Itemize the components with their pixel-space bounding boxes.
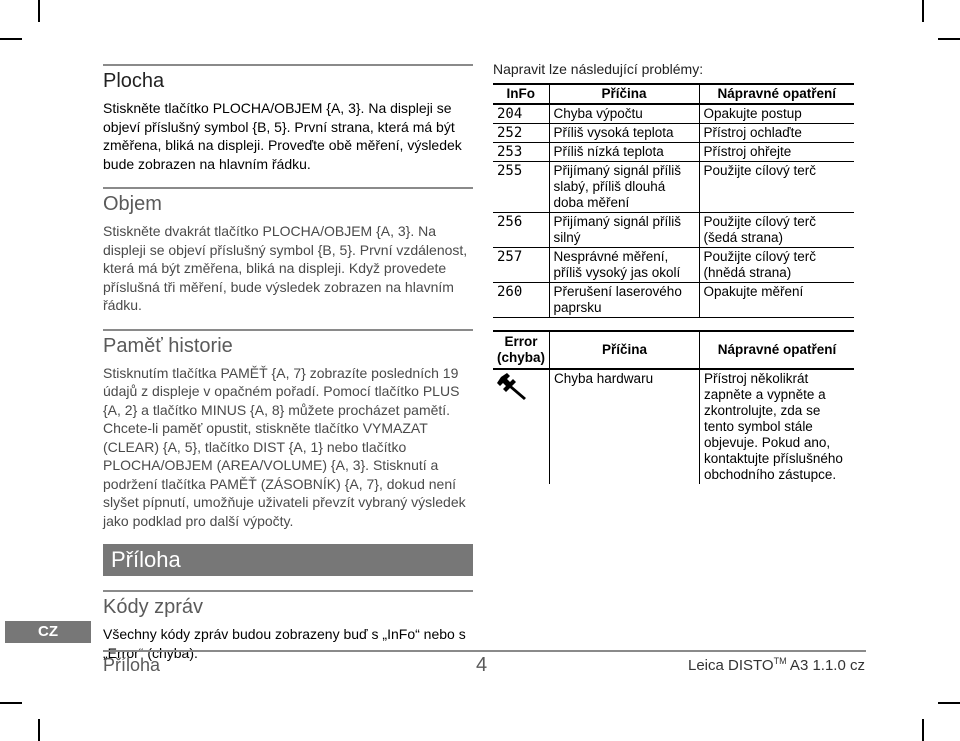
header-error: Error (chyba) <box>493 331 550 369</box>
table-row <box>493 162 854 213</box>
wrench-icon <box>497 371 531 401</box>
table-row <box>493 124 854 143</box>
info-cause: Chyba výpočtu <box>549 104 699 124</box>
objem-text: Stiskněte dvakrát tlačítko PLOCHA/OBJEM {A, 3}. Na displeji se objeví příslušný symbol {B, 5}. První vzdálenost, která má být změřena, bliká na displeji. Když provedete příslušná tři měření, bude výsledek zobrazen na hlavním řádku. <box>103 223 468 313</box>
info-remedy: Přístroj ochlaďte <box>699 124 854 143</box>
info-remedy: Přístroj ohřejte <box>699 143 854 162</box>
crop-mark <box>922 0 924 22</box>
section-divider <box>103 590 473 592</box>
section-title-pamet: Paměť historie <box>103 334 233 357</box>
table-row <box>493 213 854 248</box>
crop-mark <box>922 719 924 741</box>
plocha-text: Stiskněte tlačítko PLOCHA/OBJEM {A, 3}. Na displeji se objeví příslušný symbol {B, 5}. První strana, která má být změřena, bliká na displeji. Proveďte obě měření, výsledek bude zobrazen na hlavním řádku. <box>103 100 462 172</box>
crop-mark <box>0 702 22 704</box>
section-title-objem: Objem <box>103 193 162 215</box>
error-cause: Chyba hardwaru <box>550 369 700 484</box>
info-code: 255 <box>493 162 549 213</box>
right-column <box>493 61 853 484</box>
table-row <box>493 283 854 318</box>
section-divider <box>103 187 473 189</box>
section-divider <box>103 329 473 331</box>
kody-text: Všechny kódy zpráv budou zobrazeny buď s „InFo“ nebo s „Error“ (chyba). <box>103 626 466 661</box>
header-remedy: Nápravné opatření <box>700 331 854 369</box>
error-code-table <box>493 330 854 484</box>
section-title-kody: Kódy zpráv <box>103 596 204 618</box>
header-info: InFo <box>493 84 549 104</box>
section-title-plocha: Plocha <box>103 70 165 92</box>
error-remedy: Přístroj několikrát zapněte a vypněte a zkontrolujte, zda se tento symbol stále objevuje. Pokud ano, kontaktujte příslušného obchodního zástupce. <box>700 369 854 484</box>
crop-mark <box>938 702 960 704</box>
table-row <box>493 369 854 484</box>
crop-mark <box>38 0 40 22</box>
table-row <box>493 143 854 162</box>
table-row <box>493 248 854 283</box>
header-remedy: Nápravné opatření <box>699 84 854 104</box>
info-code: 257 <box>493 248 549 283</box>
info-code: 252 <box>493 124 549 143</box>
info-code: 260 <box>493 283 549 318</box>
info-cause: Příliš vysoká teplota <box>549 124 699 143</box>
info-cause: Příliš nízká teplota <box>549 143 699 162</box>
info-remedy: Použijte cílový terč <box>699 162 854 213</box>
info-remedy: Opakujte měření <box>699 283 854 318</box>
crop-mark <box>0 38 22 40</box>
info-remedy: Použijte cílový terč (šedá strana) <box>699 213 854 248</box>
info-cause: Přerušení laserového paprsku <box>549 283 699 318</box>
crop-mark <box>938 38 960 40</box>
header-cause: Příčina <box>549 84 699 104</box>
info-cause: Přijímaný signál příliš slabý, příliš dlouhá doba měření <box>549 162 699 213</box>
language-badge: CZ <box>5 621 91 643</box>
info-remedy: Opakujte postup <box>699 104 854 124</box>
page-number: 4 <box>476 654 488 676</box>
section-divider <box>103 64 473 66</box>
info-cause: Přijímaný signál příliš silný <box>549 213 699 248</box>
left-column <box>103 64 473 676</box>
header-cause: Příčina <box>550 331 700 369</box>
footer-divider <box>103 650 866 652</box>
pamet-text-1: Stisknutím tlačítka PAMĚŤ {A, 7} zobrazíte posledních 19 údajů z displeje v opačném pořadí. Pomocí tlačítko PLUS {A, 2} a tlačítko MINUS {A, 8} můžete procházet pamětí. <box>103 364 460 418</box>
info-code: 256 <box>493 213 549 248</box>
table-intro: Napravit lze následující problémy: <box>493 61 704 77</box>
info-remedy: Použijte cílový terč (hnědá strana) <box>699 248 854 283</box>
footer-product: Leica DISTO™ A3 1.1.0 cz <box>688 656 865 674</box>
pamet-text-2: Chcete-li paměť opustit, stiskněte tlačítko VYMAZAT (CLEAR) {A, 5}, tlačítko DIST {A, 1} nebo tlačítko PLOCHA/OBJEM (AREA/VOLUME) {A, 3}. Stisknutí a podržení tlačítka PAMĚŤ (ZÁSOBNÍK) {A, 7}, dokud není slyšet pípnutí, umožňuje uživateli převzít vybraný výsledek jako podklad pro další výpočty. <box>103 420 466 529</box>
footer-section: Příloha <box>103 655 161 675</box>
info-cause: Nesprávné měření, příliš vysoký jas okolí <box>549 248 699 283</box>
info-code: 253 <box>493 143 549 162</box>
crop-mark <box>38 719 40 741</box>
appendix-header: Příloha <box>103 544 473 576</box>
info-code: 204 <box>493 104 549 124</box>
table-row <box>493 104 854 124</box>
info-code-table <box>493 83 854 318</box>
